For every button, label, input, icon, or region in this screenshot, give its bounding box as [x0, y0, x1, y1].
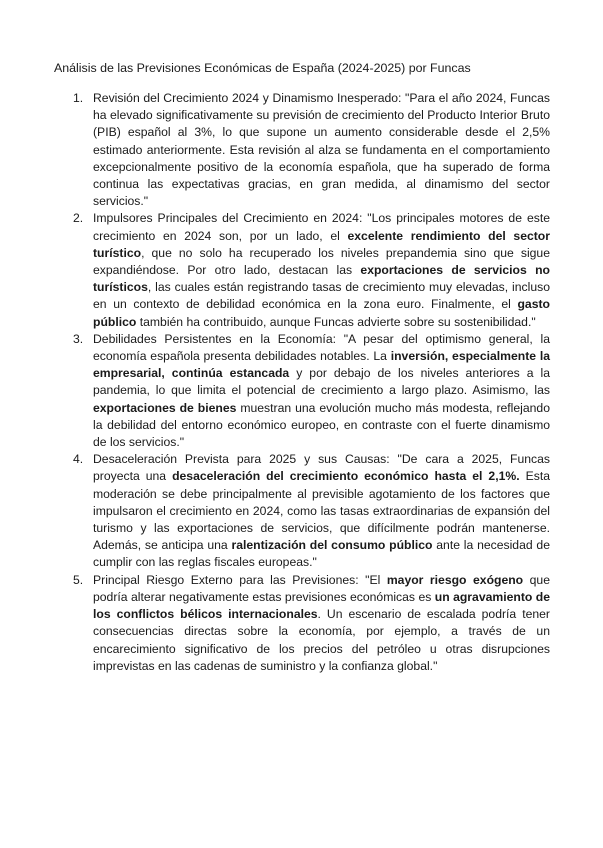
body-text: , las cuales están registrando tasas de crecimiento muy elevadas, incluso en un contexto de debilidad económica en la zona euro. Finalmente, el [93, 280, 550, 312]
emphasis-text: mayor riesgo exógeno [386, 572, 524, 587]
list-item-number: 5. [73, 572, 84, 587]
list-item [73, 210, 550, 330]
body-text: Desaceleración Prevista para 2025 y sus Causas: "De cara a 2025, Funcas proyecta una [93, 452, 550, 484]
list-item-number: 4. [73, 452, 84, 467]
body-text: Esta moderación se debe principalmente al previsible agotamiento de los factores que impulsaron el crecimiento en 2024, como las tasas extraordinarias de expansión del turismo y las exportaciones de servicios, que difícilmente podrán mantenerse. Además, se anticipa una [93, 469, 550, 553]
body-text: . Un escenario de escalada podría tener consecuencias directas sobre la economía, por ejemplo, a través de un encarecimiento significativo de los precios del petróleo u otras disrupciones imprevistas en las cadenas de suministro y la confianza global." [93, 607, 550, 673]
body-text: que podría alterar negativamente estas previsiones económicas es [93, 572, 550, 604]
body-text: Principal Riesgo Externo para las Previsiones: "El [93, 572, 387, 587]
body-text: Revisión del Crecimiento 2024 y Dinamismo Inesperado: "Para el año 2024, Funcas ha elevado significativamente su previsión de crecimiento del Producto Interior Bruto (PIB) español al 3%, lo que supone un aumento considerable desde el 2,5% estimado anteriormente. Esta revisión al alza se fundamenta en el comportamiento excepcionalmente positivo de la economía española, que ha superado de forma continua las expectativas gracias, en gran medida, al dinamismo del sector servicios." [93, 91, 550, 209]
list-item-number: 3. [73, 331, 84, 346]
emphasis-text: exportaciones de bienes [93, 400, 237, 415]
list-item [73, 90, 550, 210]
list-item-number: 2. [73, 211, 84, 226]
list-item [73, 572, 550, 675]
emphasis-text: excelente rendimiento del sector turístico [93, 228, 550, 260]
emphasis-text: exportaciones de servicios no turísticos [93, 263, 550, 295]
list-item [73, 451, 550, 571]
body-text: , que no solo ha recuperado los niveles prepandemia sino que sigue expandiéndose. Por otro lado, destacan las [93, 245, 550, 278]
list-item-number: 1. [73, 91, 84, 105]
emphasis-text: inversión, especialmente la empresarial, continúa estancada [93, 349, 550, 381]
body-text: también ha contribuido, aunque Funcas advierte sobre su sostenibilidad." [136, 314, 536, 329]
body-text: Debilidades Persistentes en la Economía: "A pesar del optimismo general, la economía española presenta debilidades notables. La [93, 331, 550, 364]
list-item [73, 331, 550, 451]
emphasis-text: gasto público [93, 297, 550, 329]
emphasis-text: ralentización del consumo público [231, 538, 433, 553]
document-title: Análisis de las Previsiones Económicas de España (2024-2025) por Funcas [54, 61, 471, 75]
body-text: muestran una evolución mucho más modesta, reflejando la debilidad del entorno económico europeo, en contraste con el fuerte dinamismo de los servicios." [93, 400, 550, 450]
body-text: Impulsores Principales del Crecimiento en 2024: "Los principales motores de este crecimiento en 2024 son, por un lado, el [93, 211, 550, 243]
body-text: y por debajo de los niveles anteriores a la pandemia, lo que limita el potencial de crecimiento a largo plazo. Asimismo, las [93, 366, 550, 398]
numbered-list [73, 90, 550, 675]
emphasis-text: un agravamiento de los conflictos bélicos internacionales [93, 589, 550, 622]
emphasis-text: desaceleración del crecimiento económico hasta el 2,1%. [172, 469, 520, 484]
body-text: ante la necesidad de cumplir con las reglas fiscales europeas." [93, 538, 550, 570]
